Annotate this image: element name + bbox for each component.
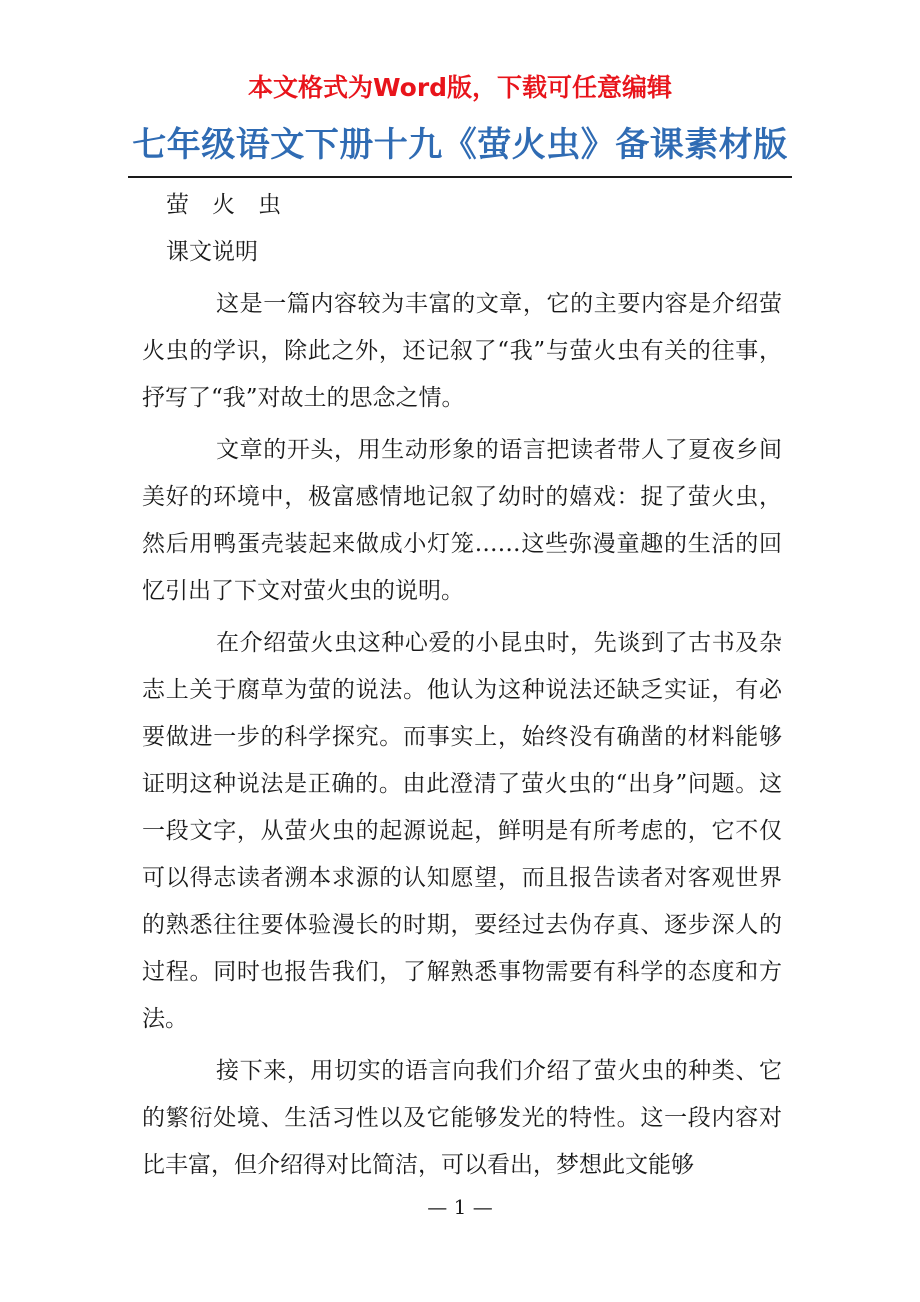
document-title: 七年级语文下册十九《萤火虫》备课素材版: [132, 125, 788, 165]
page-number: — 1 —: [427, 1195, 493, 1219]
paragraph: 这是一篇内容较为丰富的文章，它的主要内容是介绍萤火虫的学识，除此之外，还记叙了“我”与萤火虫有关的往事，抒写了“我”对故土的思念之情。: [142, 291, 782, 411]
paragraph: 在介绍萤火虫这种心爱的小昆虫时，先谈到了古书及杂志上关于腐草为萤的说法。他认为这种说法还缺乏实证，有必要做进一步的科学探究。而事实上，始终没有确凿的材料能够证明这种说法是正确的。由此澄清了萤火虫的“出身”问题。这一段文字，从萤火虫的起源说起，鲜明是有所考虑的，它不仅可以得志读者溯本求源的认知愿望，而且报告读者对客观世界的熟悉往往要体验漫长的时期，要经过去伪存真、逐步深人的过程。同时也报告我们，了解熟悉事物需要有科学的态度和方法。: [142, 630, 782, 1032]
paragraph: 接下来，用切实的语言向我们介绍了萤火虫的种类、它的繁衍处境、生活习性以及它能够发光的特性。这一段内容对比丰富，但介绍得对比简洁，可以看出，梦想此文能够: [142, 1058, 782, 1178]
lesson-title: 萤 火 虫: [166, 192, 281, 218]
title-divider: [128, 176, 792, 178]
document-body: [142, 182, 782, 1189]
section-heading: 课文说明: [166, 239, 258, 265]
paragraph: 文章的开头，用生动形象的语言把读者带人了夏夜乡间美好的环境中，极富感情地记叙了幼时的嬉戏：捉了萤火虫，然后用鸭蛋壳装起来做成小灯笼……这些弥漫童趣的生活的回忆引出了下文对萤火虫的说明。: [142, 437, 782, 604]
format-notice: 本文格式为Word版，下载可任意编辑: [247, 73, 673, 102]
